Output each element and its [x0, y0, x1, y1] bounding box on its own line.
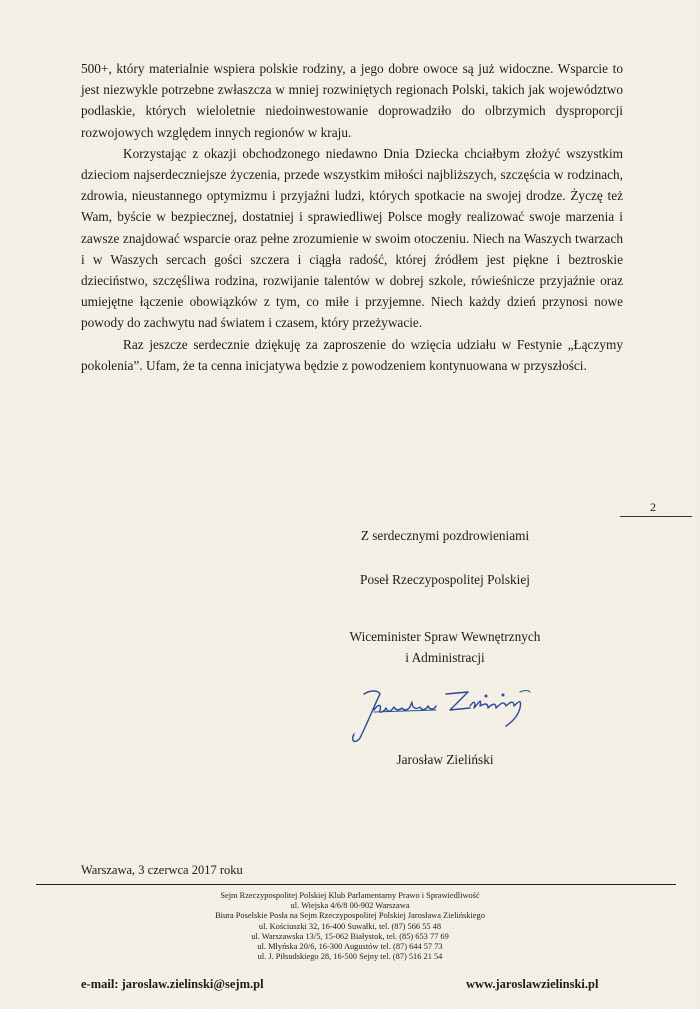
paragraph-3: Raz jeszcze serdecznie dziękuję za zaproszenie do wzięcia udziału w Festynie „Łączymy pokolenia”. Ufam, że ta cenna inicjatywa będzie z powodzeniem kontynuowana w przyszłości.: [81, 336, 623, 373]
footer-email: e-mail: jaroslaw.zielinski@sejm.pl: [81, 977, 264, 991]
footer-line-offices-heading: Biura Poselskie Posła na Sejm Rzeczypospolitej Polskiej Jarosława Zielińskiego: [215, 911, 485, 921]
closing-greeting: Z serdecznymi pozdrowieniami: [360, 528, 530, 543]
handwritten-signature: [340, 680, 540, 750]
closing-role-minister-line2: i Administracji: [405, 650, 485, 665]
footer-line-sejm-address: ul. Wiejska 4/6/8 00-902 Warszawa: [290, 901, 410, 911]
footer-line-club: Sejm Rzeczypospolitej Polskiej Klub Parlamentarny Prawo i Sprawiedliwość: [220, 891, 480, 900]
letter-body: [81, 58, 623, 376]
footer-website: www.jaroslawzielinski.pl: [466, 977, 599, 991]
footer-divider: [36, 884, 676, 885]
footer-line-bialystok: ul. Warszawska 13/5, 15-062 Białystok, tel. (85) 653 77 69: [251, 931, 449, 941]
footer-line-suwalki: ul. Kościuszki 32, 16-400 Suwałki, tel. (87) 566 55 48: [258, 921, 442, 931]
footer-address-block: [150, 891, 550, 962]
paragraph-1: 500+, który materialnie wspiera polskie rodziny, a jego dobre owoce są już widoczne. Wsparcie to jest niezwykle potrzebne zwłaszcza w mniej rozwiniętych regionach Polski, takich jak województwo podlaskie, których wieloletnie niedoinwestowanie doprowadziło do olbrzymich dysproporcji rozwojowych względem innych regionów w kraju.: [81, 61, 623, 140]
paragraph-2: Korzystając z okazji obchodzonego niedawno Dnia Dziecka chciałbym złożyć wszystkim dzieciom najserdeczniejsze życzenia, przede wszystkim miłości najbliższych, szczęścia w rodzinach, zdrowia, nieustannego optymizmu i przyjaźni ludzi, których spotkacie na swojej drodze. Życzę też Wam, byście w bezpiecznej, dostatniej i sprawiedliwej Polsce mogły realizować swoje marzenia i zawsze znajdować wsparcie oraz pełne zrozumienie w swoim otoczeniu. Niech na Waszych twarzach i w Waszych sercach gości szczera i ciągła radość, której źródłem jest piękne i beztroskie dzieciństwo, szczęśliwa rodzina, rozwijanie talentów w dobrej szkole, rówieśnicze przyjaźnie oraz umiejętne łączenie obowiązków z tym, co miłe i przyjemne. Niech każdy dzień przynosi nowe powody do zachwytu nad światem i czasem, który przeżywacie.: [81, 145, 623, 331]
page-number: 2: [650, 500, 656, 514]
closing-role-minister-line1: Wiceminister Spraw Wewnętrznych: [349, 629, 541, 644]
signatory-name: Jarosław Zieliński: [396, 752, 494, 767]
closing-role-mp: Poseł Rzeczypospolitej Polskiej: [360, 572, 530, 587]
page-number-rule: [620, 516, 692, 517]
footer-line-sejny: ul. J. Piłsudskiego 28, 16-500 Sejny tel. (87) 516 21 54: [257, 952, 443, 962]
letter-date: Warszawa, 3 czerwca 2017 roku: [81, 863, 243, 877]
footer-line-augustow: ul. Młyńska 20/6, 16-300 Augustów tel. (87) 644 57 73: [257, 942, 443, 952]
